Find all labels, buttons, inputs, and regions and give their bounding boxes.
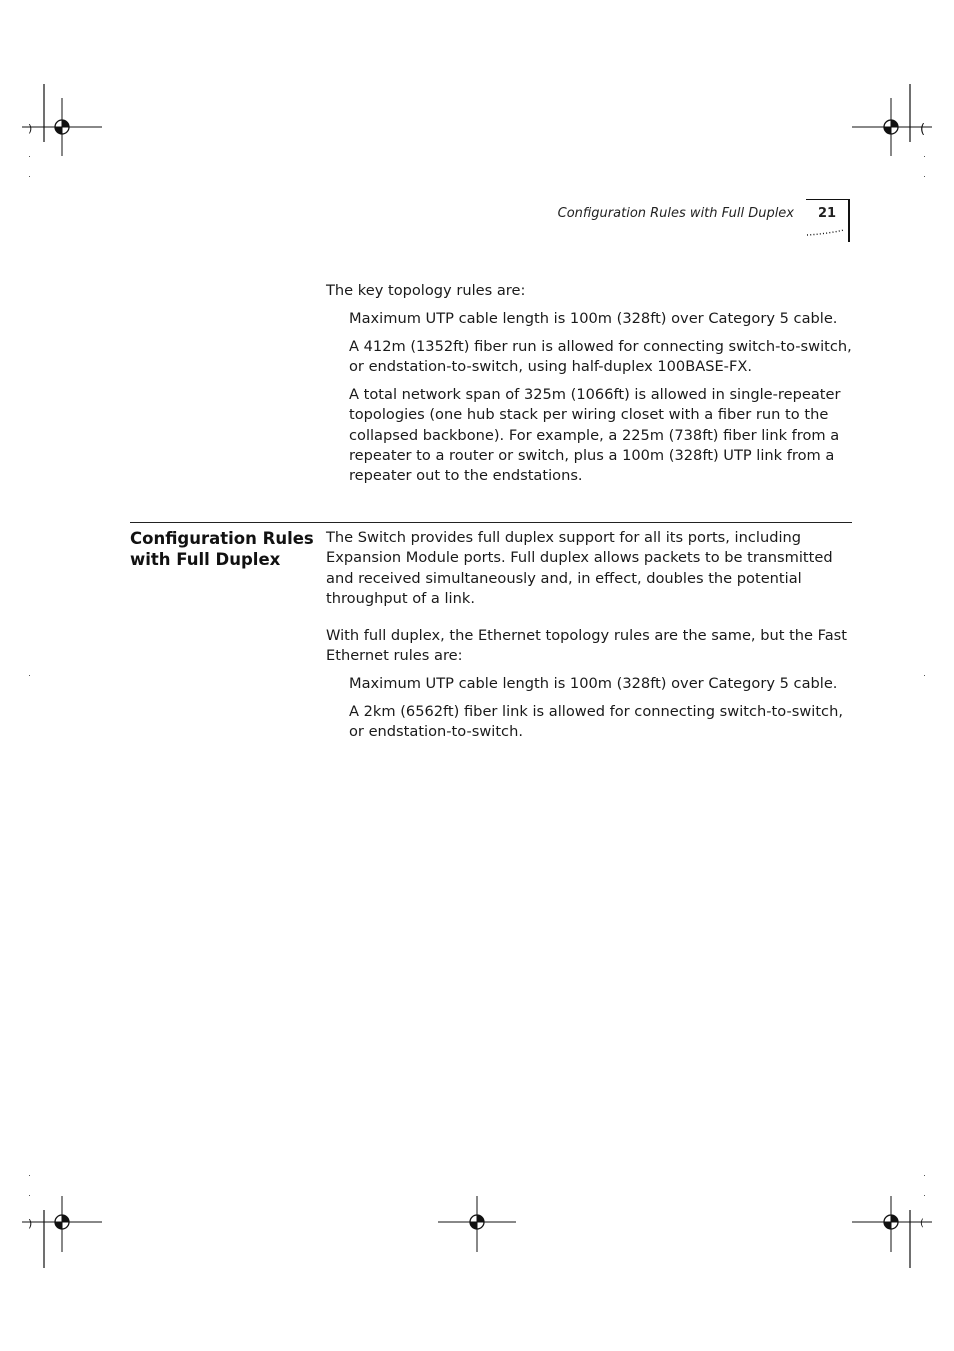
crop-dot xyxy=(29,156,30,157)
section-paragraph-1: The Switch provides full duplex support for all its ports, including Expansion Module ports. Full duplex allows packets to be transmitted and received simultaneously and, in effect, doubles the potential throughput of a link. xyxy=(326,529,833,607)
svg-text:(: ( xyxy=(920,1218,924,1229)
registration-mark-bottom-left xyxy=(0,1176,110,1276)
registration-mark-top-right xyxy=(844,80,954,180)
crop-dot xyxy=(924,176,925,177)
crop-dot xyxy=(924,156,925,157)
page-number: 21 xyxy=(818,206,837,221)
header-rule-vertical xyxy=(848,199,850,242)
section-divider xyxy=(130,522,852,523)
svg-text:): ) xyxy=(28,1217,33,1230)
intro-lead: The key topology rules are: xyxy=(326,282,526,299)
crop-dot xyxy=(29,1195,30,1196)
section-rule-1: Maximum UTP cable length is 100m (328ft) over Category 5 cable. xyxy=(349,675,838,692)
intro-rule-3: A total network span of 325m (1066ft) is allowed in single-repeater topologies (one hub stack per wiring closet with a fiber run to the collapsed backbone). For example, a 225m (738ft) fiber link from a repeater to a router or switch, plus a 100m (328ft) UTP link from a repeater out to the endstations. xyxy=(349,386,841,485)
header-rule-top xyxy=(806,199,849,200)
running-header-title: Configuration Rules with Full Duplex xyxy=(557,206,794,221)
section-paragraph-2: With full duplex, the Ethernet topology rules are the same, but the Fast Ethernet rules are: xyxy=(326,627,847,665)
crop-dot xyxy=(29,675,30,676)
crop-dot xyxy=(924,1195,925,1196)
intro-rule-2: A 412m (1352ft) fiber run is allowed for connecting switch-to-switch, or endstation-to-switch, using half-duplex 100BASE-FX. xyxy=(349,338,852,376)
svg-text:): ) xyxy=(28,122,33,135)
registration-mark-bottom-right xyxy=(844,1176,954,1276)
registration-mark-bottom-center xyxy=(432,1176,522,1266)
header-dotted-ornament xyxy=(806,229,846,237)
registration-mark-top-left xyxy=(0,80,110,180)
intro-rule-1: Maximum UTP cable length is 100m (328ft) over Category 5 cable. xyxy=(349,310,838,327)
section-heading: Configuration Rules with Full Duplex xyxy=(130,529,314,569)
section-rule-2: A 2km (6562ft) fiber link is allowed for connecting switch-to-switch, or endstation-to-switch. xyxy=(349,703,843,741)
crop-dot xyxy=(29,176,30,177)
svg-text:(: ( xyxy=(920,122,926,137)
crop-dot xyxy=(29,1175,30,1176)
crop-dot xyxy=(924,1175,925,1176)
crop-dot xyxy=(924,675,925,676)
